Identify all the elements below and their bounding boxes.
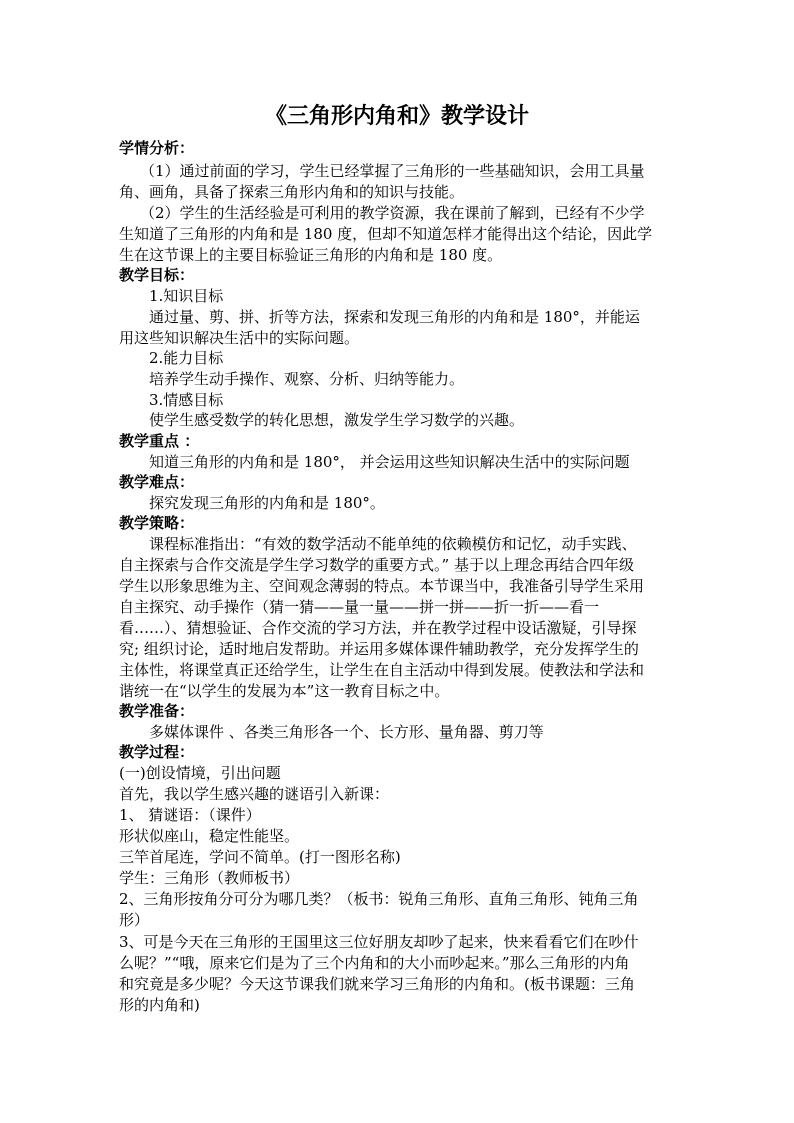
subheading-ability-goal: 2.能力目标 xyxy=(149,349,224,367)
paragraph-line: 形状似座山，稳定性能坚。 xyxy=(119,827,300,845)
paragraph-line: 生知道了三角形的内角和是 180 度，但却不知道怎样才能得出这个结论，因此学 xyxy=(119,225,653,243)
document-title: 《三角形内角和》教学设计 xyxy=(264,103,529,129)
paragraph-line: 三竿首尾连，学问不简单。(打一图形名称) xyxy=(119,848,401,866)
paragraph-line: 么呢？”“哦，原来它们是为了三个内角和的大小而吵起来。”那么三角形的内角 xyxy=(119,954,630,972)
paragraph-line: 用这些知识解决生活中的实际问题。 xyxy=(119,329,360,347)
heading-difficult-point: 教学难点： xyxy=(119,473,195,491)
heading-learning-analysis: 学情分析： xyxy=(119,139,195,157)
heading-teaching-process: 教学过程： xyxy=(119,743,195,761)
paragraph-line: 学生：三角形（教师板书） xyxy=(119,869,300,887)
paragraph-line: 角、画角，具备了探索三角形内角和的知识与技能。 xyxy=(119,183,465,201)
paragraph-line: （1）通过前面的学习，学生已经掌握了三角形的一些基础知识，会用工具量 xyxy=(140,162,645,180)
paragraph-line: 通过量、剪、拼、折等方法，探索和发现三角形的内角和是 180°，并能运 xyxy=(149,308,640,326)
paragraph-line: 究; 组织讨论，适时地启发帮助。并运用多媒体课件辅助教学，充分发挥学生的 xyxy=(119,640,639,658)
heading-teaching-strategy: 教学策略： xyxy=(119,514,195,532)
paragraph-line: 形） xyxy=(119,911,150,929)
heading-key-point: 教学重点 ： xyxy=(119,432,200,450)
paragraph-line: 3、可是今天在三角形的王国里这三位好朋友却吵了起来，快来看看它们在吵什 xyxy=(119,933,639,951)
paragraph-line: 首先，我以学生感兴趣的谜语引入新课： xyxy=(119,785,390,803)
paragraph-line: 自主探索与合作交流是学生学习数学的重要方式。” 基于以上理念再结合四年级 xyxy=(119,556,634,574)
paragraph-line: (一)创设情境，引出问题 xyxy=(119,764,281,782)
paragraph-line: 探究发现三角形的内角和是 180°。 xyxy=(149,494,385,512)
heading-teaching-preparation: 教学准备： xyxy=(119,702,195,720)
paragraph-line: 生在这节课上的主要目标验证三角形的内角和是 180 度。 xyxy=(119,246,503,264)
paragraph-line: 知道三角形的内角和是 180°， 并会运用这些知识解决生活中的实际问题 xyxy=(149,453,630,471)
paragraph-line: 看……）、猜想验证、合作交流的学习方法，并在教学过程中设话激疑，引导探 xyxy=(119,619,637,637)
subheading-emotion-goal: 3.情感目标 xyxy=(149,391,224,409)
paragraph-line: （2）学生的生活经验是可利用的教学资源，我在课前了解到，已经有不少学 xyxy=(140,204,645,222)
paragraph-line: 学生以形象思维为主、空间观念薄弱的特点。本节课当中，我准备引导学生采用 xyxy=(119,577,645,595)
paragraph-line: 课程标准指出：“有效的数学活动不能单纯的依赖模仿和记忆，动手实践、 xyxy=(149,535,637,553)
paragraph-line: 1、 猜谜语：（课件） xyxy=(119,806,261,824)
paragraph-line: 使学生感受数学的转化思想，激发学生学习数学的兴趣。 xyxy=(149,411,525,429)
paragraph-line: 主体性，将课堂真正还给学生，让学生在自主活动中得到发展。使教法和学法和 xyxy=(119,661,645,679)
paragraph-line: 2、三角形按角分可分为哪几类？（板书：锐角三角形、直角三角形、钝角三角 xyxy=(119,890,639,908)
subheading-knowledge-goal: 1.知识目标 xyxy=(149,287,224,305)
heading-teaching-goals: 教学目标： xyxy=(119,266,195,284)
paragraph-line: 自主探究、动手操作（猜一猜——量一量——拼一拼——折一折——看一 xyxy=(119,598,600,616)
paragraph-line: 多媒体课件 、各类三角形各一个、长方形、量角器、剪刀等 xyxy=(149,723,544,741)
paragraph-line: 谐统一在“以学生的发展为本”这一教育目标之中。 xyxy=(119,682,450,700)
paragraph-line: 形的内角和) xyxy=(119,996,200,1014)
paragraph-line: 培养学生动手操作、观察、分析、归纳等能力。 xyxy=(149,370,465,388)
paragraph-line: 和究竟是多少呢？今天这节课我们就来学习三角形的内角和。(板书课题：三角 xyxy=(119,975,635,993)
